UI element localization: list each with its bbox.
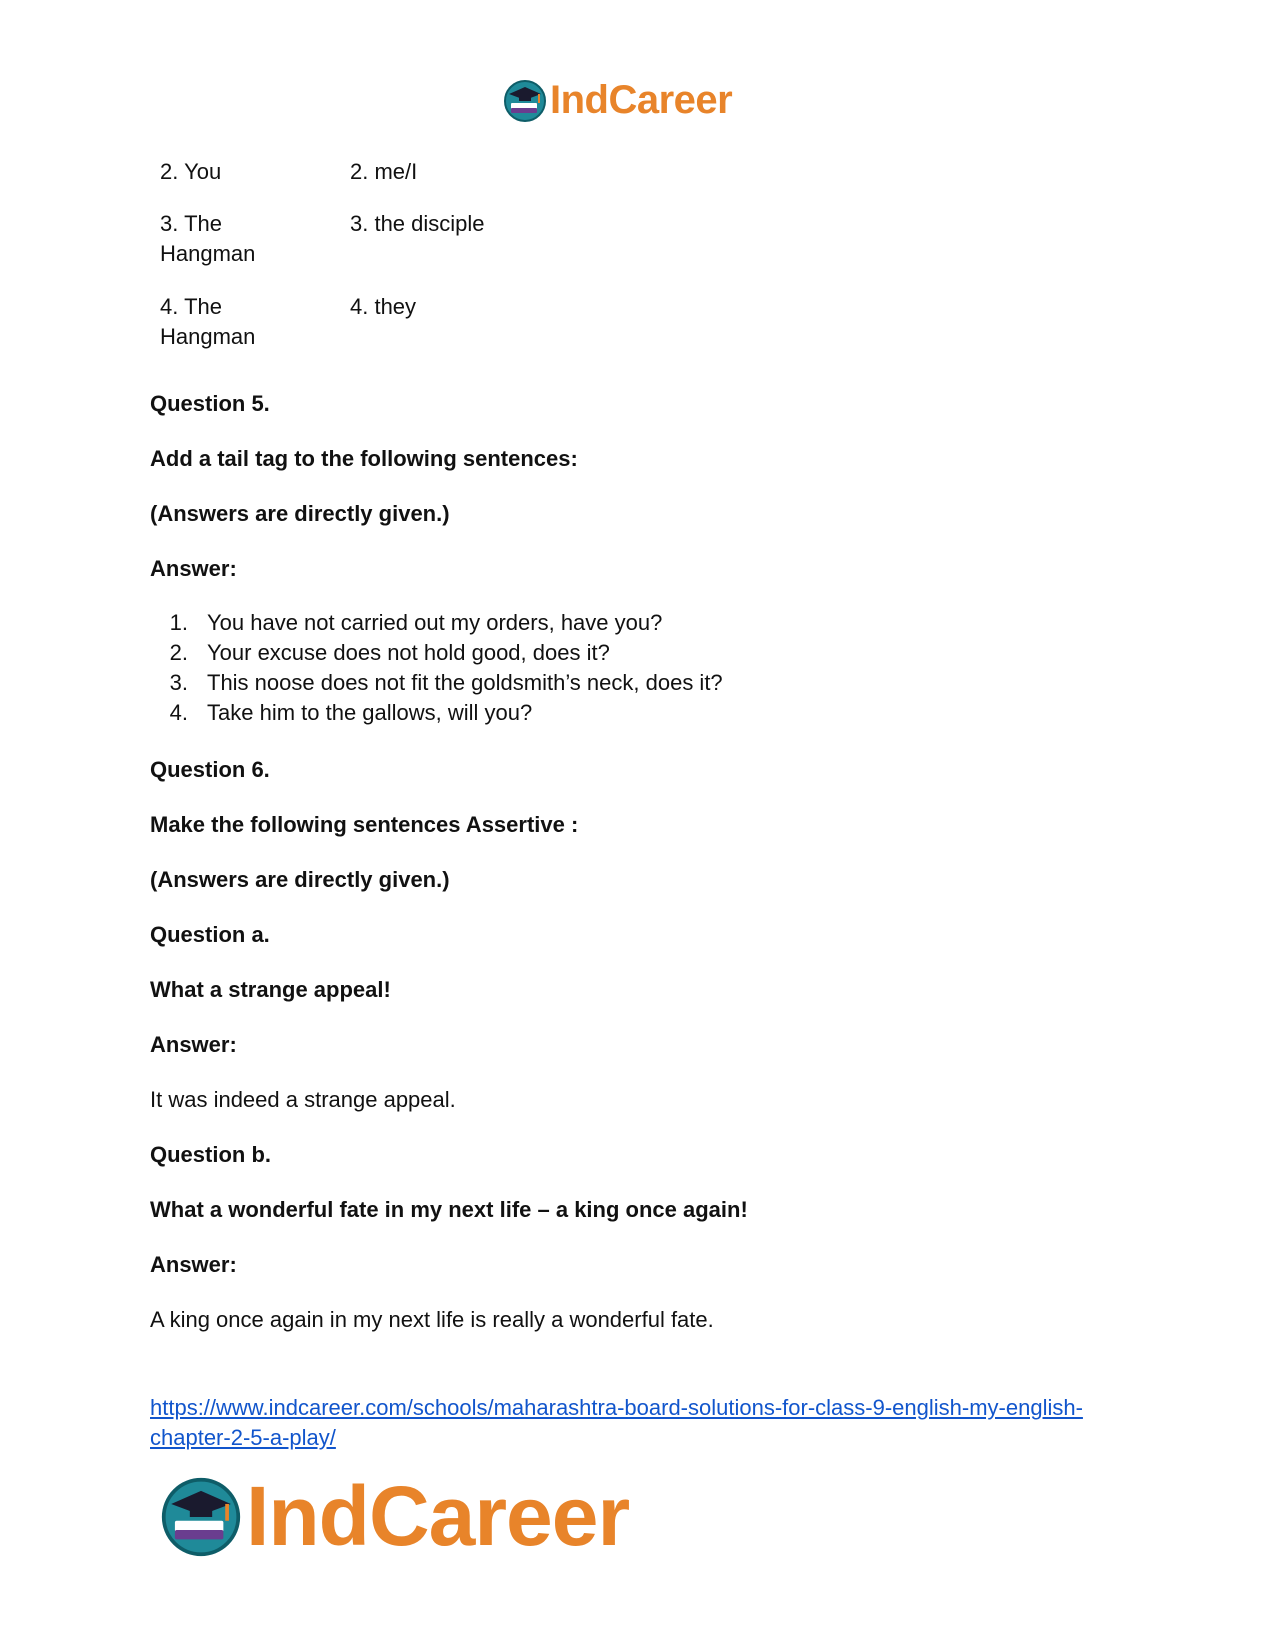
table-cell-right: 2. me/I [350, 159, 418, 184]
graduation-book-icon [160, 1476, 242, 1558]
table-cell-right: 4. they [350, 294, 417, 319]
question-5-answer-label: Answer: [150, 556, 237, 581]
logo-wordmark: IndCareer [550, 78, 733, 122]
logo-wordmark: IndCareer [246, 1469, 630, 1563]
source-link[interactable]: https://www.indcareer.com/schools/maharashtra-board-solutions-for-class-9-english-my-english-chapter-2-5-a-play/ [150, 1395, 1083, 1450]
graduation-book-icon [503, 79, 547, 123]
answer-list [150, 608, 723, 728]
header-logo [503, 78, 732, 123]
question-a-answer: It was indeed a strange appeal. [150, 1087, 456, 1112]
table-cell-left: 4. The Hangman [160, 294, 256, 349]
question-a-prompt: What a strange appeal! [150, 977, 391, 1002]
table-cell-left: 2. You [160, 159, 222, 184]
question-6-instruction: Make the following sentences Assertive : [150, 812, 579, 837]
question-b-answer-label: Answer: [150, 1252, 237, 1277]
footer-logo [160, 1468, 629, 1565]
question-6-title: Question 6. [150, 757, 270, 782]
list-item: 3. This noose does not fit the goldsmith’s neck, does it? [169, 670, 723, 695]
list-item: 1. You have not carried out my orders, have you? [169, 610, 663, 635]
list-item: 4. Take him to the gallows, will you? [169, 700, 533, 725]
question-5-instruction: Add a tail tag to the following sentences: [150, 446, 578, 471]
question-5-title: Question 5. [150, 391, 270, 416]
question-5-note: (Answers are directly given.) [150, 501, 450, 526]
list-item: 2. Your excuse does not hold good, does it? [169, 640, 610, 665]
question-a-answer-label: Answer: [150, 1032, 237, 1057]
table-cell-left: 3. The Hangman [160, 211, 256, 266]
question-b-title: Question b. [150, 1142, 271, 1167]
question-6-note: (Answers are directly given.) [150, 867, 450, 892]
question-a-title: Question a. [150, 922, 270, 947]
table-cell-right: 3. the disciple [350, 211, 485, 236]
question-b-prompt: What a wonderful fate in my next life – a king once again! [150, 1197, 748, 1222]
question-b-answer: A king once again in my next life is really a wonderful fate. [150, 1307, 714, 1332]
